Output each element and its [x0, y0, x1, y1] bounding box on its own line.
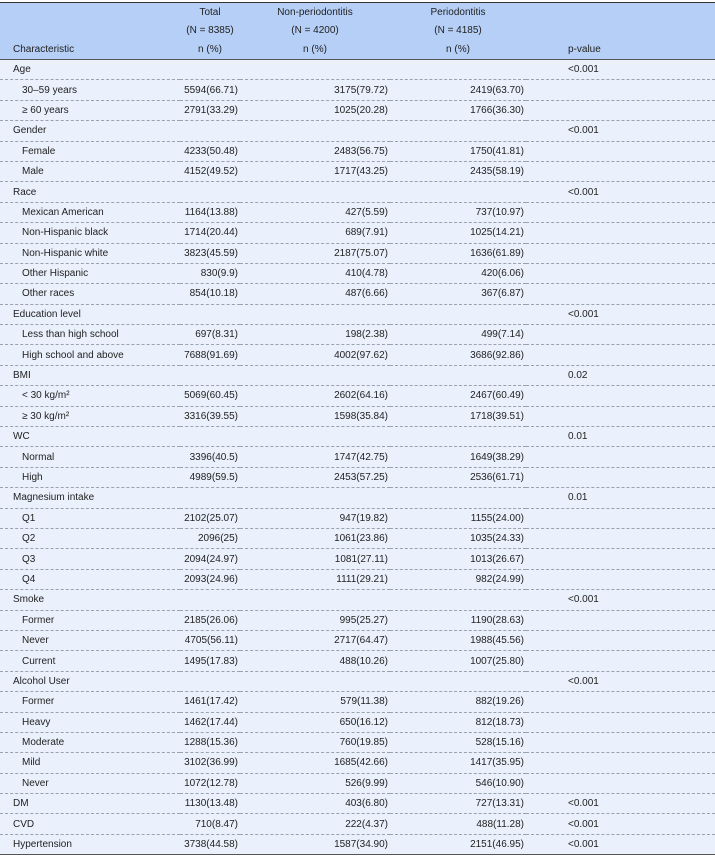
cell-total: 1495(17.83): [180, 651, 240, 671]
cell-total: 5069(60.45): [180, 386, 240, 406]
cell-p-value: <0.001: [526, 182, 715, 202]
row-label: Age: [0, 60, 180, 80]
header-characteristic: Characteristic: [0, 39, 180, 60]
table-row: [0, 80, 715, 100]
cell-non-periodontitis: 4002(97.62): [240, 345, 390, 365]
cell-non-periodontitis: 689(7.91): [240, 223, 390, 243]
cell-periodontitis: 367(6.87): [390, 284, 526, 304]
cell-non-periodontitis: 650(16.12): [240, 712, 390, 732]
cell-non-periodontitis: 526(9.99): [240, 773, 390, 793]
cell-periodontitis: 1750(41.81): [390, 141, 526, 161]
cell-periodontitis: 1007(25.80): [390, 651, 526, 671]
cell-non-periodontitis: 2453(57.25): [240, 467, 390, 487]
row-label: Q3: [0, 549, 180, 569]
cell-non-periodontitis: [240, 671, 390, 691]
cell-total: 697(8.31): [180, 325, 240, 345]
cell-p-value: [526, 569, 715, 589]
cell-non-periodontitis: 1717(43.25): [240, 161, 390, 181]
table-row-group: [0, 671, 715, 691]
row-label: WC: [0, 427, 180, 447]
cell-periodontitis: 2467(60.49): [390, 386, 526, 406]
row-label: Q1: [0, 508, 180, 528]
cell-non-periodontitis: 1598(35.84): [240, 406, 390, 426]
cell-periodontitis: [390, 304, 526, 324]
header-periodontitis: Periodontitis: [430, 6, 486, 18]
cell-p-value: 0.01: [526, 488, 715, 508]
cell-periodontitis: 882(19.26): [390, 692, 526, 712]
cell-total: 1288(15.36): [180, 732, 240, 752]
row-label: Female: [0, 141, 180, 161]
row-label: Moderate: [0, 732, 180, 752]
cell-non-periodontitis: [240, 60, 390, 80]
cell-periodontitis: [390, 182, 526, 202]
cell-non-periodontitis: 2483(56.75): [240, 141, 390, 161]
table-row: [0, 284, 715, 304]
cell-non-periodontitis: 1025(20.28): [240, 100, 390, 120]
row-label: Education level: [0, 304, 180, 324]
cell-periodontitis: [390, 365, 526, 385]
cell-total: [180, 60, 240, 80]
row-label: High school and above: [0, 345, 180, 365]
row-label: 30–59 years: [0, 80, 180, 100]
table-row: [0, 569, 715, 589]
table-row: [0, 712, 715, 732]
header-total-n: (N = 8385): [186, 24, 234, 36]
row-label: Gender: [0, 121, 180, 141]
table-row: [0, 447, 715, 467]
row-label: Mild: [0, 753, 180, 773]
cell-p-value: [526, 773, 715, 793]
cell-periodontitis: 3686(92.86): [390, 345, 526, 365]
cell-p-value: [526, 223, 715, 243]
table-header: [0, 3, 715, 60]
row-label: Other races: [0, 284, 180, 304]
cell-p-value: [526, 549, 715, 569]
row-label: Smoke: [0, 590, 180, 610]
header-non-periodontitis: Non-periodontitis: [277, 6, 353, 18]
header-periodontitis-n: (N = 4185): [434, 24, 482, 36]
cell-non-periodontitis: 1081(27.11): [240, 549, 390, 569]
cell-periodontitis: 982(24.99): [390, 569, 526, 589]
cell-p-value: <0.001: [526, 671, 715, 691]
cell-total: 1130(13.48): [180, 794, 240, 814]
header-total-unit: n (%): [180, 39, 240, 60]
row-label: Never: [0, 773, 180, 793]
table-row: [0, 528, 715, 548]
cell-total: 4989(59.5): [180, 467, 240, 487]
table-row: [0, 610, 715, 630]
row-label: Magnesium intake: [0, 488, 180, 508]
header-non-periodontitis-n: (N = 4200): [291, 24, 339, 36]
cell-total: 3102(36.99): [180, 753, 240, 773]
cell-p-value: [526, 610, 715, 630]
table-row: [0, 773, 715, 793]
row-label: Former: [0, 692, 180, 712]
cell-periodontitis: 727(13.31): [390, 794, 526, 814]
cell-non-periodontitis: 995(25.27): [240, 610, 390, 630]
row-label: < 30 kg/m²: [0, 386, 180, 406]
cell-total: [180, 590, 240, 610]
row-label: Male: [0, 161, 180, 181]
table-row-group: [0, 304, 715, 324]
row-label: CVD: [0, 814, 180, 834]
table-row: [0, 141, 715, 161]
cell-total: 710(8.47): [180, 814, 240, 834]
cell-total: 1462(17.44): [180, 712, 240, 732]
table-row-group: [0, 365, 715, 385]
row-label: Never: [0, 630, 180, 650]
cell-non-periodontitis: 579(11.38): [240, 692, 390, 712]
cell-p-value: [526, 467, 715, 487]
table-row: [0, 732, 715, 752]
cell-periodontitis: 2435(58.19): [390, 161, 526, 181]
cell-p-value: [526, 325, 715, 345]
table-row: [0, 100, 715, 120]
cell-non-periodontitis: 1587(34.90): [334, 839, 388, 851]
cell-periodontitis: [390, 60, 526, 80]
cell-non-periodontitis: 1061(23.86): [240, 528, 390, 548]
table-row: [0, 325, 715, 345]
table-row: [0, 467, 715, 487]
table-row-group: [0, 590, 715, 610]
cell-periodontitis: [390, 488, 526, 508]
cell-p-value: [526, 202, 715, 222]
table-row-group: [0, 488, 715, 508]
cell-non-periodontitis: 1111(29.21): [240, 569, 390, 589]
table-row-group: [0, 814, 715, 834]
table-row: [0, 549, 715, 569]
cell-total: [180, 182, 240, 202]
cell-non-periodontitis: [240, 365, 390, 385]
cell-total: 2185(26.06): [180, 610, 240, 630]
cell-periodontitis: 1013(26.67): [390, 549, 526, 569]
row-label: Non-Hispanic black: [0, 223, 180, 243]
cell-non-periodontitis: [240, 427, 390, 447]
row-label: ≥ 60 years: [0, 100, 180, 120]
cell-non-periodontitis: 2602(64.16): [240, 386, 390, 406]
row-label: Former: [0, 610, 180, 630]
cell-non-periodontitis: 2187(75.07): [240, 243, 390, 263]
cell-total: 7688(91.69): [180, 345, 240, 365]
cell-periodontitis: 499(7.14): [390, 325, 526, 345]
cell-p-value: <0.001: [526, 794, 715, 814]
cell-periodontitis: [390, 671, 526, 691]
cell-periodontitis: 2536(61.71): [390, 467, 526, 487]
cell-p-value: [526, 753, 715, 773]
cell-p-value: [526, 284, 715, 304]
table-row: [0, 630, 715, 650]
table-row: [0, 243, 715, 263]
cell-periodontitis: 420(6.06): [390, 263, 526, 283]
table-row: [0, 161, 715, 181]
row-label: Alcohol User: [0, 671, 180, 691]
cell-periodontitis: 1025(14.21): [390, 223, 526, 243]
cell-p-value: <0.001: [526, 590, 715, 610]
cell-total: [180, 121, 240, 141]
cell-p-value: 0.02: [526, 365, 715, 385]
table-row: [0, 202, 715, 222]
header-p-value: p-value: [526, 39, 715, 60]
cell-non-periodontitis: 403(6.80): [240, 794, 390, 814]
row-label: Other Hispanic: [0, 263, 180, 283]
cell-total: 2102(25.07): [180, 508, 240, 528]
row-label: Non-Hispanic white: [0, 243, 180, 263]
row-label: Heavy: [0, 712, 180, 732]
table-row-group: [0, 182, 715, 202]
row-label: BMI: [0, 365, 180, 385]
cell-periodontitis: 546(10.90): [390, 773, 526, 793]
cell-total: 4152(49.52): [180, 161, 240, 181]
cell-total: 3316(39.55): [180, 406, 240, 426]
table-row: [0, 753, 715, 773]
cell-p-value: [526, 712, 715, 732]
cell-periodontitis: 1649(38.29): [390, 447, 526, 467]
cell-p-value: [526, 100, 715, 120]
cell-non-periodontitis: [240, 590, 390, 610]
row-label: DM: [0, 794, 180, 814]
cell-non-periodontitis: [240, 304, 390, 324]
cell-total: [180, 427, 240, 447]
table-body: [0, 60, 715, 855]
characteristics-table: [0, 2, 715, 855]
table-row: [0, 692, 715, 712]
cell-total: 2791(33.29): [180, 100, 240, 120]
cell-periodontitis: 1190(28.63): [390, 610, 526, 630]
table-row: [0, 508, 715, 528]
cell-non-periodontitis: 410(4.78): [240, 263, 390, 283]
table-row-group: [0, 794, 715, 814]
cell-total: 5594(66.71): [180, 80, 240, 100]
cell-p-value: 0.01: [526, 427, 715, 447]
cell-periodontitis: 1636(61.89): [390, 243, 526, 263]
cell-p-value: <0.001: [526, 814, 715, 834]
cell-p-value: [526, 508, 715, 528]
cell-non-periodontitis: [240, 182, 390, 202]
cell-total: [180, 304, 240, 324]
cell-total: [180, 488, 240, 508]
cell-total: 4705(56.11): [180, 630, 240, 650]
cell-periodontitis: [390, 121, 526, 141]
row-label: ≥ 30 kg/m²: [0, 406, 180, 426]
cell-p-value: [526, 528, 715, 548]
cell-p-value: [526, 161, 715, 181]
cell-periodontitis: 1417(35.95): [390, 753, 526, 773]
cell-p-value: [526, 630, 715, 650]
row-label: Current: [0, 651, 180, 671]
cell-total: 3396(40.5): [180, 447, 240, 467]
header-periodontitis-unit: n (%): [390, 39, 526, 60]
row-label: Normal: [0, 447, 180, 467]
table-row: [0, 263, 715, 283]
cell-non-periodontitis: 1747(42.75): [240, 447, 390, 467]
table-row: [0, 386, 715, 406]
cell-p-value: [526, 386, 715, 406]
cell-non-periodontitis: 487(6.66): [240, 284, 390, 304]
table-row: [0, 651, 715, 671]
cell-p-value: [526, 80, 715, 100]
cell-periodontitis: [390, 590, 526, 610]
cell-periodontitis: 737(10.97): [390, 202, 526, 222]
cell-p-value: [526, 406, 715, 426]
cell-p-value: <0.001: [526, 60, 715, 80]
cell-periodontitis: 528(15.16): [390, 732, 526, 752]
table-row-group: [0, 60, 715, 80]
row-label: High: [0, 467, 180, 487]
cell-p-value: [526, 732, 715, 752]
cell-non-periodontitis: 2717(64.47): [240, 630, 390, 650]
cell-periodontitis: 2419(63.70): [390, 80, 526, 100]
table-row-group: [0, 427, 715, 447]
cell-total: 2094(24.97): [180, 549, 240, 569]
cell-non-periodontitis: 3175(79.72): [240, 80, 390, 100]
row-label: Hypertension: [13, 839, 72, 851]
cell-non-periodontitis: 222(4.37): [240, 814, 390, 834]
cell-periodontitis: 1988(45.56): [390, 630, 526, 650]
cell-non-periodontitis: 1685(42.66): [240, 753, 390, 773]
cell-total: 830(9.9): [180, 263, 240, 283]
cell-p-value: [526, 692, 715, 712]
cell-p-value: [526, 141, 715, 161]
row-label: Race: [0, 182, 180, 202]
cell-total: 1461(17.42): [180, 692, 240, 712]
cell-non-periodontitis: [240, 488, 390, 508]
cell-total: 2093(24.96): [180, 569, 240, 589]
cell-periodontitis: 812(18.73): [390, 712, 526, 732]
cell-total: [180, 671, 240, 691]
cell-total: 1714(20.44): [180, 223, 240, 243]
header-non-periodontitis-unit: n (%): [240, 39, 390, 60]
cell-p-value: [526, 651, 715, 671]
cell-non-periodontitis: 947(19.82): [240, 508, 390, 528]
cell-periodontitis: 1766(36.30): [390, 100, 526, 120]
row-label: Q4: [0, 569, 180, 589]
cell-total: 854(10.18): [180, 284, 240, 304]
cell-periodontitis: [390, 427, 526, 447]
cell-p-value: [526, 243, 715, 263]
row-label: Q2: [0, 528, 180, 548]
cell-non-periodontitis: [240, 121, 390, 141]
cell-periodontitis: 488(11.28): [390, 814, 526, 834]
cell-total: 1072(12.78): [180, 773, 240, 793]
cell-non-periodontitis: 488(10.26): [240, 651, 390, 671]
row-label: Less than high school: [0, 325, 180, 345]
cell-p-value: [526, 345, 715, 365]
cell-total: 2096(25): [180, 528, 240, 548]
cell-non-periodontitis: 760(19.85): [240, 732, 390, 752]
cell-p-value: [526, 447, 715, 467]
cell-total: [180, 365, 240, 385]
header-total: Total: [199, 6, 221, 18]
cell-p-value: <0.001: [526, 304, 715, 324]
cell-p-value: <0.001: [526, 121, 715, 141]
row-label: Mexican American: [0, 202, 180, 222]
cell-total: 1164(13.88): [180, 202, 240, 222]
cell-non-periodontitis: 198(2.38): [240, 325, 390, 345]
cell-total: 3823(45.59): [180, 243, 240, 263]
cell-total: 4233(50.48): [180, 141, 240, 161]
cell-total: 3738(44.58): [184, 839, 238, 851]
table-row: [0, 406, 715, 426]
cell-p-value: <0.001: [568, 839, 599, 851]
table-row: [0, 223, 715, 243]
table-row-group: [0, 834, 715, 854]
cell-p-value: [526, 263, 715, 283]
cell-periodontitis: 1155(24.00): [390, 508, 526, 528]
cell-periodontitis: 1718(39.51): [390, 406, 526, 426]
cell-periodontitis: 1035(24.33): [390, 528, 526, 548]
table-row: [0, 345, 715, 365]
cell-non-periodontitis: 427(5.59): [240, 202, 390, 222]
table-row-group: [0, 121, 715, 141]
cell-periodontitis: 2151(46.95): [470, 839, 524, 851]
